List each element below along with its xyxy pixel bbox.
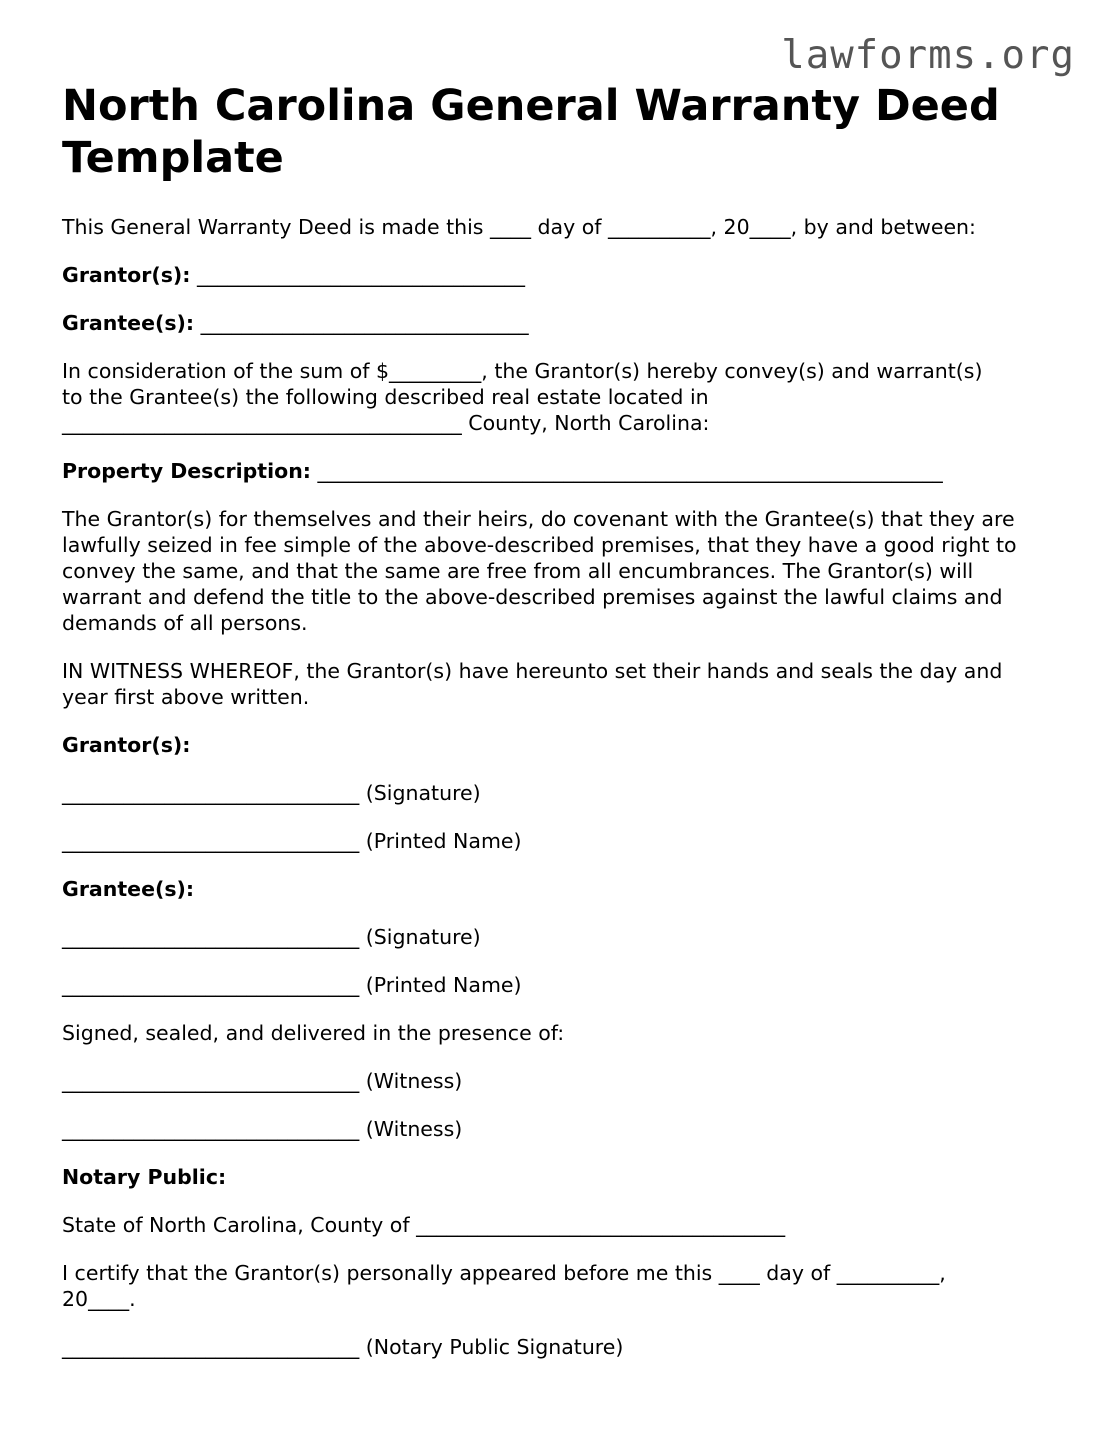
grantor-signature-block [62,732,1052,854]
brand-watermark: lawforms.org [781,33,1075,78]
grantor-signature-heading: Grantor(s): [62,733,191,757]
notary-certification-line-1: I certify that the Grantor(s) personally appeared before me this ____ day of __________, [62,1261,946,1285]
page-title: North Carolina General Warranty Deed Template [62,81,1000,183]
notary-certification-line-2: 20____. [62,1287,136,1311]
notary-heading: Notary Public: [62,1165,227,1189]
grantor-printed-name-line[interactable]: _____________________________ (Printed Name) [62,829,522,853]
grantor-signature-line[interactable]: _____________________________ (Signature) [62,781,481,805]
notary-certification [62,1260,1052,1312]
grantee-signature-heading: Grantee(s): [62,877,195,901]
grantee-field [62,310,1052,336]
grantee-signature-block [62,876,1052,998]
property-description-field [62,458,1052,484]
witness-line-1[interactable]: _____________________________ (Witness) [62,1069,463,1093]
consideration-line-1: In consideration of the sum of $_________, the Grantor(s) hereby convey(s) and warrant(s) [62,359,983,383]
grantee-blank[interactable]: ________________________________ [200,311,529,335]
presence-statement: Signed, sealed, and delivered in the presence of: [62,1021,565,1045]
grantee-printed-name-line[interactable]: _____________________________ (Printed Name) [62,973,522,997]
witness-whereof-paragraph: IN WITNESS WHEREOF, the Grantor(s) have hereunto set their hands and seals the day and year first above written. [62,659,1003,709]
notary-state-county-line[interactable]: State of North Carolina, County of ____________________________________ [62,1213,786,1237]
grantor-label: Grantor(s): [62,263,191,287]
witness-line-2[interactable]: _____________________________ (Witness) [62,1117,463,1141]
notary-signature-line[interactable]: _____________________________ (Notary Public Signature) [62,1335,624,1359]
consideration-line-3: _______________________________________ County, North Carolina: [62,411,710,435]
intro-paragraph: This General Warranty Deed is made this ____ day of __________, 20____, by and between: [62,215,976,239]
grantor-field [62,262,1052,288]
property-description-blank[interactable]: _____________________________________________________________ [317,459,943,483]
grantee-label: Grantee(s): [62,311,195,335]
consideration-line-2: to the Grantee(s) the following described real estate located in [62,385,709,409]
grantor-blank[interactable]: ________________________________ [197,263,526,287]
covenant-paragraph: The Grantor(s) for themselves and their heirs, do covenant with the Grantee(s) that they are lawfully seized in fee simple of the above-described premises, that they have a good right to convey the same, and that the same are free from all encumbrances. The Grantor(s) will warrant and defend the title to the above-described premises against the lawful claims and demands of all persons. [62,507,1017,635]
grantee-signature-line[interactable]: _____________________________ (Signature) [62,925,481,949]
consideration-paragraph [62,358,1052,436]
property-description-label: Property Description: [62,459,311,483]
deed-document [62,80,1052,1382]
